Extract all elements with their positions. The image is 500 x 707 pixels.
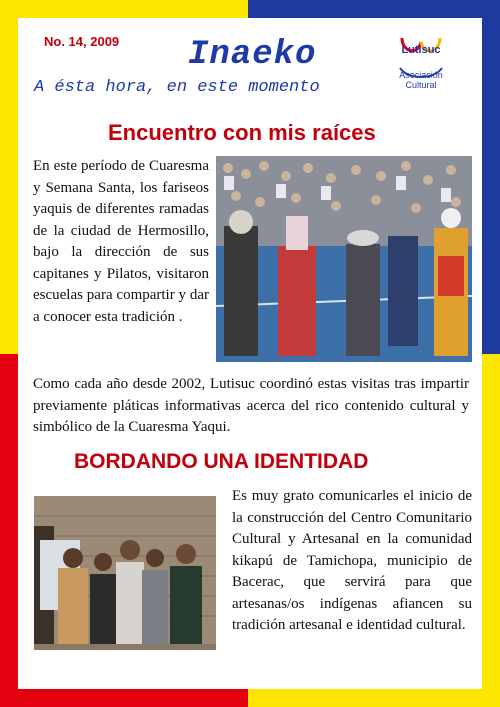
frame-band-bottom-left — [0, 689, 248, 707]
newsletter-subtitle: A ésta hora, en este momento — [34, 78, 320, 97]
frame-band-right-top — [482, 0, 500, 354]
community-group-photo — [34, 496, 216, 650]
frame-band-bottom-right — [248, 689, 500, 707]
newsletter-title: Inaeko — [188, 36, 317, 74]
lutisuc-logo — [388, 32, 454, 90]
frame-band-right-bottom — [482, 354, 500, 707]
section1-paragraph-left: En este período de Cuaresma y Semana Santa, los fariseos yaquis de diferentes ramadas de la ciudad de Hermosillo, bajo la dirección de sus capitanes y Pilatos, visitaron escuelas para compartir y dar a conocer esta tradición . — [33, 158, 209, 325]
issue-number: No. 14, 2009 — [44, 34, 120, 49]
logo-org: Asociación Cultural — [399, 70, 443, 90]
logo-name: Lutisuc — [401, 44, 441, 56]
section2-paragraph: Es muy grato comunicarles el inicio de la construcción del Centro Comunitario Cultural y Artesanal en la comunidad kikapú de Tamichopa, municipio de Bacerac, que servirá para que artesanas/os indígenas afiancen su tradición artesanal e identidad cultural. — [232, 488, 472, 633]
frame-band-left-top — [0, 0, 18, 354]
newsletter-page — [18, 18, 482, 689]
frame-band-top-right — [248, 0, 500, 18]
section1-paragraph-full: Como cada año desde 2002, Lutisuc coordinó estas visitas tras impartir previamente pláticas informativas acerca del rico contenido cultural y simbólico de la Cuaresma Yaqui. — [33, 376, 469, 435]
frame-band-top-left — [0, 0, 248, 18]
yaqui-dancers-photo — [216, 156, 472, 362]
section2-heading: BORDANDO UNA IDENTIDAD — [74, 450, 369, 473]
section1-heading: Encuentro con mis raíces — [108, 120, 376, 145]
frame-band-left-bottom — [0, 354, 18, 707]
